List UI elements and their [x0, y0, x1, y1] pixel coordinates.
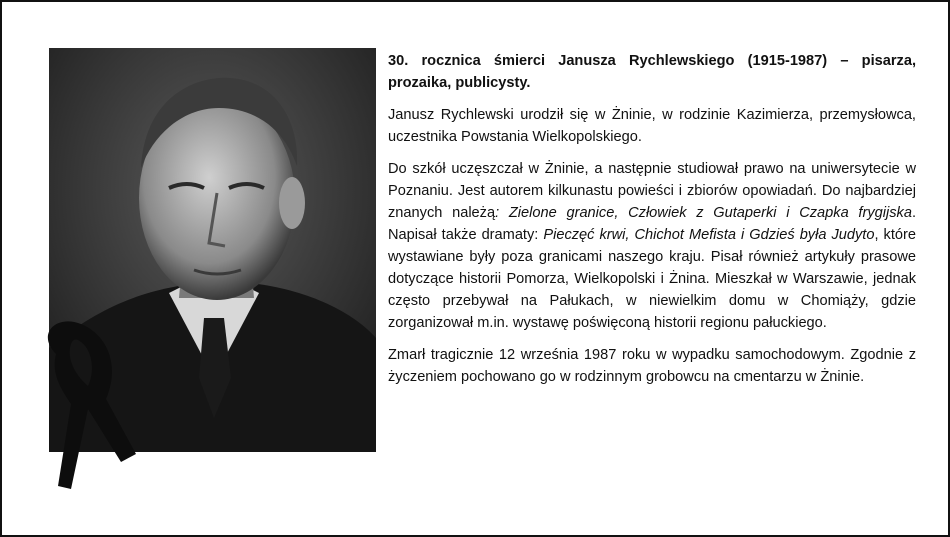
dramas-list: Pieczęć krwi, Chichot Mefista i Gdzieś była Judyto — [543, 227, 875, 243]
article-title: 30. rocznica śmierci Janusza Rychlewskiego (1915-1987) – pisarza, prozaika, publicysty. — [388, 53, 916, 91]
novels-list: : Zielone granice, Człowiek z Gutaperki i Czapka frygijska — [495, 205, 912, 221]
paragraph-career — [388, 158, 916, 334]
career-text-1: Do szkół uczęszczał w Żninie, a następnie studiował prawo na uniwersytecie w Poznaniu. Jest autorem kilkunastu powieści i zbiorów opowiadań. Do najbardziej znanych należą — [388, 161, 916, 221]
article-text — [388, 50, 916, 398]
career-text-2: . Napisał także dramaty: — [388, 205, 916, 243]
paragraph-death: Zmarł tragicznie 12 września 1987 roku w wypadku samochodowym. Zgodnie z życzeniem pochowano go w rodzinnym grobowcu na cmentarzu w Żninie. — [388, 347, 916, 385]
career-text-3: , które wystawiane były poza granicami naszego kraju. Pisał również artykuły prasowe dotyczące historii Pomorza, Wielkopolski i Żnina. Mieszkał w Warszawie, jednak często przebywał na Pałukach, w niewielkim domu w Chomiąży, gdzie zorganizował m.in. wystawę poświęconą historii regionu pałuckiego. — [388, 227, 916, 331]
mourning-ribbon-icon — [26, 314, 146, 499]
paragraph-birth: Janusz Rychlewski urodził się w Żninie, w rodzinie Kazimierza, przemysłowca, uczestnika Powstania Wielkopolskiego. — [388, 107, 916, 145]
